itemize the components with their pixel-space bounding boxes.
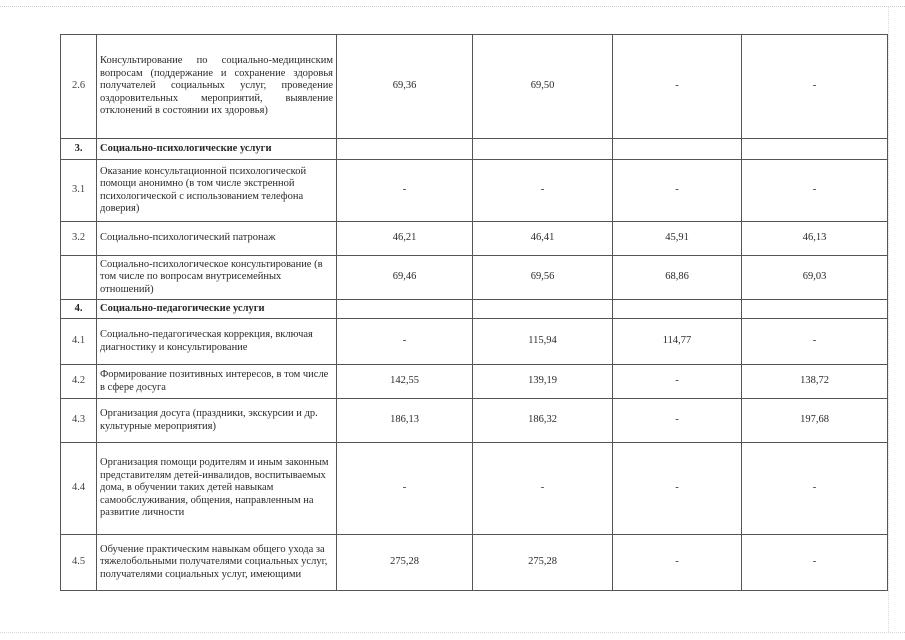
row-value-4: - [742, 319, 888, 365]
row-value-1: 186,13 [337, 399, 473, 443]
row-value-3: - [613, 160, 742, 222]
row-value-2: 46,41 [473, 222, 613, 256]
row-value-4: - [742, 35, 888, 139]
table-row-3-1 [61, 160, 888, 222]
row-value-3: - [613, 35, 742, 139]
table-row-3-2 [61, 222, 888, 256]
row-value-2: 186,32 [473, 399, 613, 443]
row-value-3: 68,86 [613, 256, 742, 300]
row-value-4: 46,13 [742, 222, 888, 256]
row-value-4 [742, 300, 888, 319]
row-value-2: 139,19 [473, 365, 613, 399]
row-value-3: 114,77 [613, 319, 742, 365]
row-value-1: 46,21 [337, 222, 473, 256]
row-value-3 [613, 139, 742, 160]
row-number: 4.5 [61, 535, 97, 591]
row-number: 2.6 [61, 35, 97, 139]
row-value-3: - [613, 399, 742, 443]
section-row-4 [61, 300, 888, 319]
row-description: Оказание консультационной психологической помощи анонимно (в том числе экстренной психологической с использованием телефона доверия) [97, 160, 337, 222]
row-number [61, 256, 97, 300]
row-value-2: 69,50 [473, 35, 613, 139]
row-value-1: 69,46 [337, 256, 473, 300]
row-value-1: 142,55 [337, 365, 473, 399]
row-value-1: - [337, 319, 473, 365]
table-row-4-4 [61, 443, 888, 535]
section-number: 4. [61, 300, 97, 319]
row-description: Консультирование по социально-медицинским вопросам (поддержание и сохранение здоровья получателей социальных услуг, проведение оздоровительных мероприятий, выявление отклонений в состоянии их здоровья) [97, 35, 337, 139]
row-number: 3.2 [61, 222, 97, 256]
row-value-3 [613, 300, 742, 319]
table-row-4-1 [61, 319, 888, 365]
row-value-2: - [473, 443, 613, 535]
row-value-2: 115,94 [473, 319, 613, 365]
row-value-2 [473, 300, 613, 319]
section-title: Социально-психологические услуги [97, 139, 337, 160]
page-edge-bottom [0, 632, 905, 633]
row-value-1: - [337, 443, 473, 535]
row-value-1 [337, 139, 473, 160]
table-row-4-5 [61, 535, 888, 591]
row-value-2: 275,28 [473, 535, 613, 591]
section-row-3 [61, 139, 888, 160]
section-number: 3. [61, 139, 97, 160]
row-description: Социально-психологический патронаж [97, 222, 337, 256]
row-description: Обучение практическим навыкам общего ухода за тяжелобольными получателями социальных услуг, получателями социальных услуг, имеющими [97, 535, 337, 591]
row-description: Социально-психологическое консультирование (в том числе по вопросам внутрисемейных отношений) [97, 256, 337, 300]
row-description: Социально-педагогическая коррекция, включая диагностику и консультирование [97, 319, 337, 365]
row-description: Организация досуга (праздники, экскурсии и др. культурные мероприятия) [97, 399, 337, 443]
row-value-3: - [613, 535, 742, 591]
row-value-1: 275,28 [337, 535, 473, 591]
row-value-2: 69,56 [473, 256, 613, 300]
row-value-4: - [742, 535, 888, 591]
row-number: 4.4 [61, 443, 97, 535]
row-value-4 [742, 139, 888, 160]
row-value-4: - [742, 443, 888, 535]
row-value-3: 45,91 [613, 222, 742, 256]
row-value-3: - [613, 365, 742, 399]
section-title: Социально-педагогические услуги [97, 300, 337, 319]
row-description: Формирование позитивных интересов, в том числе в сфере досуга [97, 365, 337, 399]
page-edge-top [0, 6, 905, 7]
social-services-tariff-table [60, 34, 888, 591]
row-value-2: - [473, 160, 613, 222]
table-row-3-3 [61, 256, 888, 300]
table-row-4-3 [61, 399, 888, 443]
row-value-4: 138,72 [742, 365, 888, 399]
row-value-4: - [742, 160, 888, 222]
row-number: 4.1 [61, 319, 97, 365]
row-value-1: 69,36 [337, 35, 473, 139]
table-row-2-6 [61, 35, 888, 139]
page-edge-right [888, 6, 889, 632]
row-number: 4.2 [61, 365, 97, 399]
row-value-4: 69,03 [742, 256, 888, 300]
table-row-4-2 [61, 365, 888, 399]
row-number: 3.1 [61, 160, 97, 222]
row-description: Организация помощи родителям и иным законным представителям детей-инвалидов, воспитываемых дома, в обучении таких детей навыкам самообслуживания, общения, направленным на развитие личности [97, 443, 337, 535]
row-value-2 [473, 139, 613, 160]
row-value-1: - [337, 160, 473, 222]
row-number: 4.3 [61, 399, 97, 443]
row-value-1 [337, 300, 473, 319]
row-value-4: 197,68 [742, 399, 888, 443]
row-value-3: - [613, 443, 742, 535]
